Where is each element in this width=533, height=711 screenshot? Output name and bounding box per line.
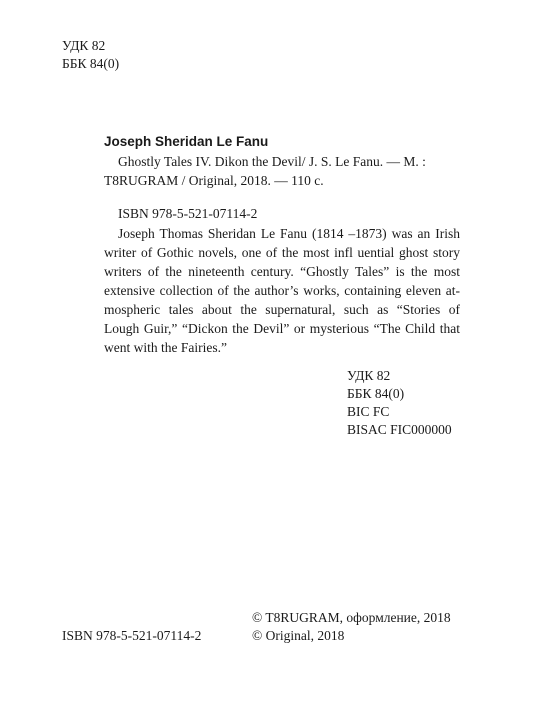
isbn-record: ISBN 978-5-521-07114-2 xyxy=(118,206,258,221)
annotation-line: went with the Fairies.” xyxy=(104,340,227,355)
annotation-line: writer of Gothic novels, one of the most infl uential ghost story xyxy=(104,245,460,260)
biblio-line-1: Ghostly Tales IV. Dikon the Devil/ J. S. Le Fanu. — M. : xyxy=(118,154,426,169)
bbk-code: ББК 84(0) xyxy=(347,386,405,401)
bic-code: BIC FC xyxy=(347,404,390,419)
bisac-code: BISAC FIC000000 xyxy=(347,422,452,437)
annotation-line: Joseph Thomas Sheridan Le Fanu (1814 –1873) was an Irish xyxy=(118,226,460,241)
annotation-line: writers of the nineteenth century. “Ghostly Tales” is the most xyxy=(104,264,460,279)
annotation-line: extensive collection of the author’s works, containing eleven at- xyxy=(104,283,460,298)
annotation xyxy=(104,224,460,357)
udk-code: УДК 82 xyxy=(347,368,391,383)
publisher-copyright: © T8RUGRAM, оформление, 2018 xyxy=(252,610,451,625)
classification-codes-top xyxy=(62,37,119,73)
annotation-line: mospheric tales about the supernatural, such as “Stories of xyxy=(104,302,460,317)
author-heading: Joseph Sheridan Le Fanu xyxy=(104,134,269,149)
annotation-line: Lough Guir,” “Dickon the Devil” or mysterious “The Child that xyxy=(104,321,460,336)
original-copyright: © Original, 2018 xyxy=(252,628,345,643)
classification-codes-right xyxy=(347,367,452,439)
udk-code: УДК 82 xyxy=(62,38,106,53)
bibliographic-record xyxy=(104,152,460,190)
isbn-bottom: ISBN 978-5-521-07114-2 xyxy=(62,628,202,643)
biblio-line-2: T8RUGRAM / Original, 2018. — 110 с. xyxy=(104,173,324,188)
copyright-notices xyxy=(252,609,451,645)
bbk-code: ББК 84(0) xyxy=(62,56,120,71)
